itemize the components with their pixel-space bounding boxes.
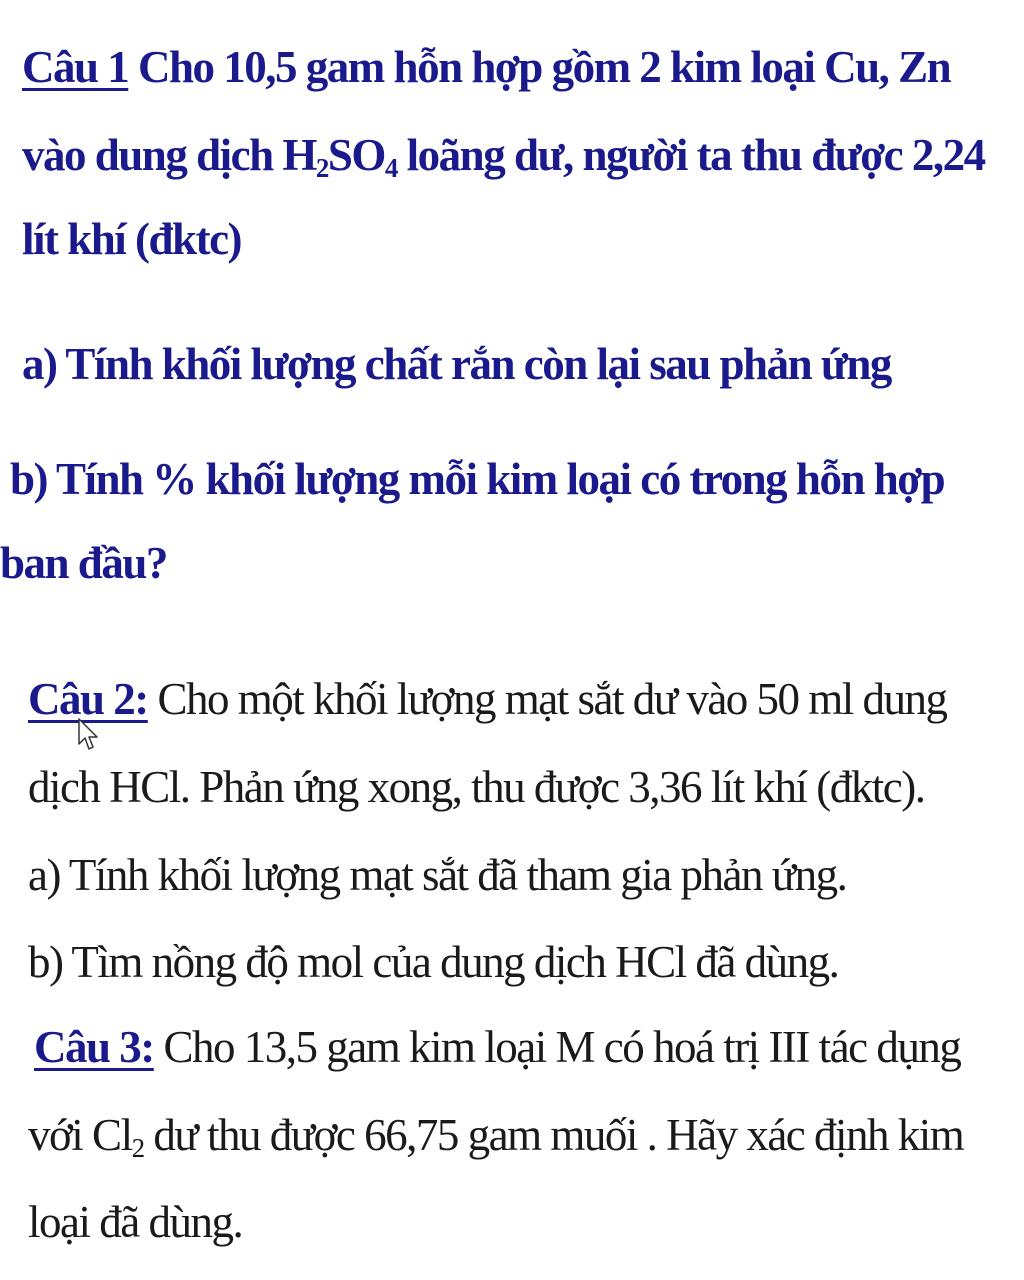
- q1-part-a: a) Tính khối lượng chất rắn còn lại sau phản ứng: [22, 339, 891, 389]
- formula-so: SO: [327, 130, 385, 180]
- q2-line-2: dịch HCl. Phản ứng xong, thu được 3,36 lít khí (đktc).: [28, 762, 925, 812]
- q1-label: Câu 1: [22, 42, 129, 92]
- q2-part-b: b) Tìm nồng độ mol của dung dịch HCl đã dùng.: [28, 937, 839, 987]
- q2-text-1: Cho một khối lượng mạt sắt dư vào 50 ml dung: [147, 674, 947, 724]
- q1-part-b-line-1: b) Tính % khối lượng mỗi kim loại có trong hỗn hợp: [10, 454, 945, 504]
- q2-label: Câu 2:: [28, 674, 148, 724]
- q1-text-1: Cho 10,5 gam hỗn hợp gồm 2 kim loại Cu, Zn: [128, 42, 951, 92]
- q1-line-3: lít khí (đktc): [22, 214, 242, 264]
- q3-label: Câu 3:: [34, 1022, 154, 1072]
- q3-text-1: Cho 13,5 gam kim loại M có hoá trị III tác dụng: [153, 1022, 961, 1072]
- arrow-cursor-icon: [78, 718, 100, 752]
- q3-text-2a: với Cl: [28, 1110, 132, 1160]
- q1-line-1: [22, 40, 950, 94]
- q1-part-b-line-2: ban đầu?: [0, 538, 167, 588]
- formula-subscript-2: 2: [315, 152, 328, 183]
- formula-subscript-4: 4: [384, 152, 397, 183]
- formula-h: H: [282, 130, 316, 180]
- q1-line-2: [22, 128, 985, 182]
- q3-line-2: [28, 1108, 963, 1162]
- q3-line-1: [34, 1020, 960, 1074]
- q1-text-2b: loãng dư, người ta thu được 2,24: [396, 130, 985, 180]
- q2-part-a: a) Tính khối lượng mạt sắt đã tham gia phản ứng.: [28, 850, 847, 900]
- q3-text-2b: dư thu được 66,75 gam muối . Hãy xác định kim: [143, 1110, 964, 1160]
- q2-line-1: [28, 672, 947, 726]
- formula-subscript-2: 2: [131, 1132, 144, 1163]
- q1-text-2a: vào dung dịch: [22, 130, 283, 180]
- q3-line-3: loại đã dùng.: [28, 1197, 243, 1247]
